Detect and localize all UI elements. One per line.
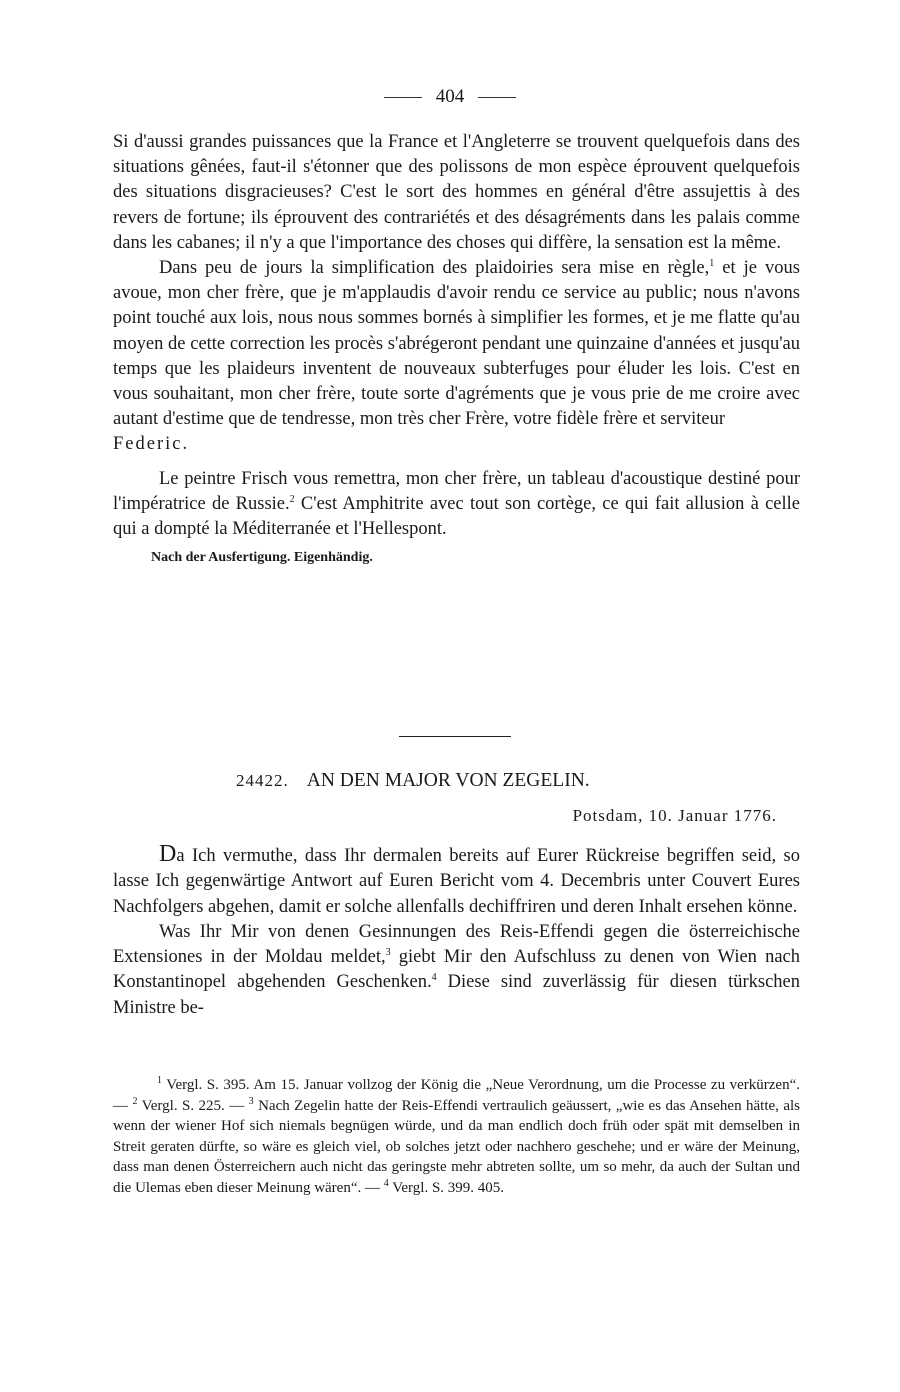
document-paragraph-1 [113,842,800,920]
footnote-ref-3: 3 [385,947,391,959]
document-body [113,842,800,1021]
document-paragraph-2-text-b: giebt Mir den Aufschluss zu denen von Wien nach Konstantinopel abgehenden Geschenken. [113,947,800,993]
footnote-4: Vergl. S. 399. 405. [388,1179,505,1196]
page-header [0,86,900,108]
document-paragraph-2-text-a: Was Ihr Mir von denen Gesinnungen des Reis-Effendi gegen die österreichische Extensiones in der Moldau meldet, [113,921,800,968]
initial-letter: D [159,841,177,867]
document-number: 24422. [236,771,289,790]
header-dash-left [384,97,422,98]
footnotes-text [113,1075,800,1199]
letter-paragraph-2 [113,256,800,432]
footnote-3: Nach Zegelin hatte der Reis-Effendi vertraulich geäussert, „wie es das Ansehen hätte, als wenn der wiener Hof sich niemals begnügen würde, und da man endlich doch früh oder spät mit demselben in Streit geraten dürfte, so wäre es gleich viel, ob solches jetzt oder nachhero geschehe; und er wäre der Meinung, dass man denen Österreichern auch nicht das geringste mehr abtreten sollte, um so mehr, da auch der Sultan und die Ulemas eben dieser Meinung wären“. — [113,1097,800,1196]
footnote-ref-1: 1 [709,257,715,269]
footnote-mark-2: 2 [132,1095,138,1107]
footnote-ref-4: 4 [431,972,437,984]
footnote-1: Vergl. S. 395. Am 15. Januar vollzog der König die „Neue Verordnung, um die Processe zu verkürzen“. — [113,1077,800,1114]
postscript-text-b: C'est Amphitrite avec tout son cortège, ce qui fait allusion à celle qui a dompté la Méditerranée et l'Hellespont. [113,493,801,540]
footnote-mark-1: 1 [157,1075,162,1086]
letter-paragraph-2-text-a: Dans peu de jours la simplification des plaidoiries sera mise en règle, [159,258,710,279]
letter-paragraph-2-text-b: et je vous avoue, mon cher frère, que je m'applaudis d'avoir rendu ce service au public; nous n'avons point touché aux lois, nous nous sommes bornés à simplifier les formes, et je me flatte qu'au moyen de cette correction les procès s'abrégeront pendant une quinzaine d'années et jusqu'au temps que les plaideurs inventent de nouveaux subterfuges pour éluder les lois. C'est en vous souhaitant, mon cher frère, toute sorte d'agréments que je vous prie de me croire avec autant d'estime que de tendresse, mon très cher Frère, votre fidèle frère et serviteur [113,258,800,430]
document-paragraph-1-text: a Ich vermuthe, dass Ihr dermalen bereits auf Eurer Rückreise begriffen seid, so lasse Ich gegenwärtige Antwort auf Euren Bericht vom 4. Decembris unter Couvert Eures Nachfolgers abgehen, damit er solche allenfalls dechiffriren und deren Inhalt ersehen könne. [113,846,800,917]
footnote-mark-4: 4 [383,1177,389,1189]
footnote-2: Vergl. S. 225. — [137,1097,249,1114]
footnotes [113,1075,800,1199]
document-title: AN DEN MAJOR VON ZEGELIN. [306,770,590,791]
postscript [113,467,800,543]
source-note: Nach der Ausfertigung. Eigenhändig. [151,550,373,566]
section-divider [399,736,511,737]
footnote-ref-2: 2 [289,493,295,505]
header-dash-right [478,97,516,98]
document-heading [236,770,590,792]
footnote-mark-3: 3 [248,1095,254,1107]
signature: Federic. [113,434,190,455]
document-paragraph-2 [113,920,800,1021]
dateline: Potsdam, 10. Januar 1776. [572,806,777,825]
postscript-text-a: Le peintre Frisch vous remettra, mon cher frère, un tableau d'acoustique destiné pour l'impératrice de Russie. [113,468,800,514]
letter-text [113,130,800,568]
letter-paragraph-1: Si d'aussi grandes puissances que la France et l'Angleterre se trouvent quelquefois dans des situations gênées, faut-il s'étonner que des polissons de mon espèce éprouvent quelquefois des situations disgracieuses? C'est le sort des hommes en général d'être assujettis à des revers de fortune; ils éprouvent des contrariétés et des désagréments dans les palais comme dans les cabanes; il n'y a que l'importance des choses qui diffère, la sensation est la même. [113,132,800,253]
document-paragraph-2-text-c: Diese sind zuverlässig für diesen türkschen Ministre be- [113,972,800,1018]
page-number: 404 [435,86,465,107]
